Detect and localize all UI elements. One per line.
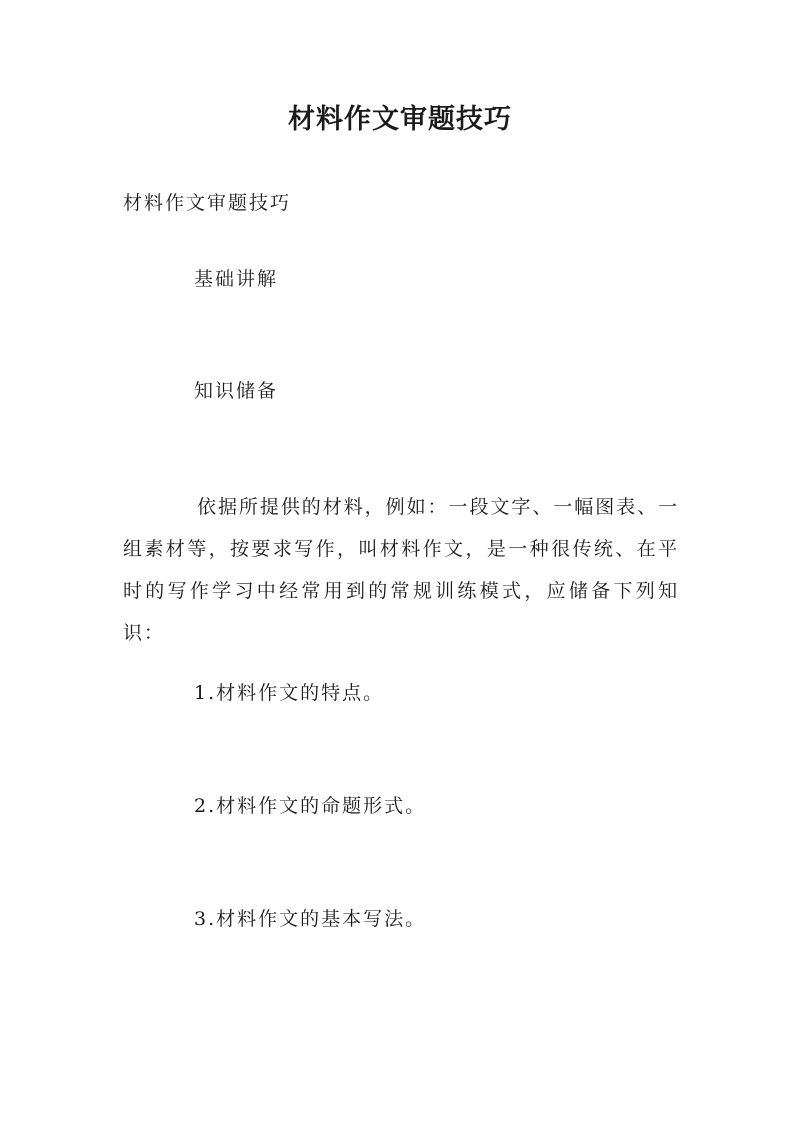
list-item: 1.材料作文的特点。 bbox=[194, 682, 385, 704]
list-item: 3.材料作文的基本写法。 bbox=[194, 908, 427, 930]
body-paragraph: 依据所提供的材料，例如：一段文字、一幅图表、一组素材等，按要求写作，叫材料作文，是一种很传统、在平时的写作学习中经常用到的常规训练模式，应储备下列知识： bbox=[123, 496, 679, 644]
document-title: 材料作文审题技巧 bbox=[288, 104, 512, 135]
section-heading: 基础讲解 bbox=[194, 268, 279, 290]
subsection-heading: 知识储备 bbox=[194, 380, 279, 402]
list-item: 2.材料作文的命题形式。 bbox=[194, 795, 427, 817]
document-subtitle: 材料作文审题技巧 bbox=[123, 192, 292, 214]
